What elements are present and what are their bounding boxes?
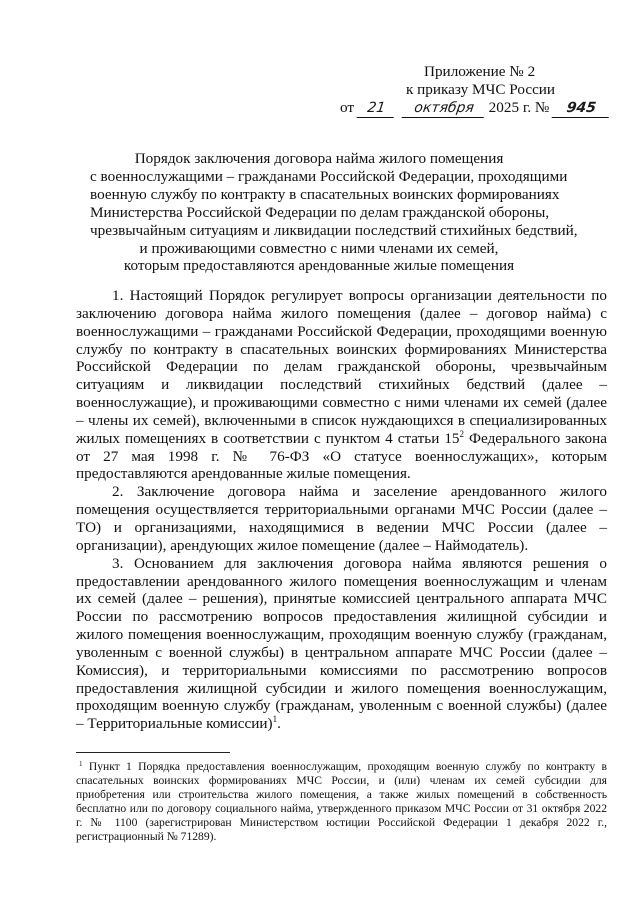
paragraph-3-tail: . xyxy=(277,715,281,733)
footnote-1 xyxy=(76,760,607,843)
title-line: с военнослужащими – гражданами Российской Федерации, проходящими xyxy=(90,167,568,185)
footnote-ref-1[interactable]: 1 xyxy=(272,714,278,725)
paragraph-2: 2. Заключение договора найма и заселение арендованного жилого помещения осуществляется территориальными органами МЧС России (далее – ТО) и организациями, находящимися в ведении МЧС России (далее – организации), арендующих жилое помещение (далее – Наймодатель). xyxy=(76,483,607,554)
paragraph-1 xyxy=(76,287,607,483)
paragraph-3-text: 3. Основанием для заключения договора найма являются решения о предоставлении арендованного жилого помещения военнослужащим и членам их семей (далее – решения), принятые комиссией центрального аппарата МЧС России по рассмотрению вопросов предоставления жилищной субсидии и жилого помещения военнослужащим, проходящим военную службу (гражданам, уволенным с военной службы) в центральном аппарате МЧС России (далее – Комиссия), и территориальными комиссиями по рассмотрению вопросов предоставления жилищной субсидии и жилого помещения военнослужащим, проходящим военную службу (гражданам, уволенным с военной службы) (далее – Территориальные комиссии) xyxy=(76,554,607,733)
date-prefix: от xyxy=(340,99,355,116)
paragraph-1-tail: Федерального закона от 27 мая 1998 г. № 76-ФЗ «О статусе военнослужащих», которым предоставляются арендованные жилые помещения. xyxy=(76,429,607,483)
paragraph-1-text: 1. Настоящий Порядок регулирует вопросы организации деятельности по заключению договора найма жилого помещения (далее – договор найма) с военнослужащими – гражданами Российской Федерации, проходящими военную службу по контракту в спасательных воинских формированиях Министерства Российской Федерации по делам гражданской обороны, чрезвычайным ситуациям и ликвидации последствий стихийных бедствий (далее – военнослужащие), и проживающими совместно с ними членами их семей (далее – члены их семей), включенными в список нуждающихся в специализированных жилых помещениях в соответствии с пунктом 4 статьи 15 xyxy=(76,287,607,447)
superscript-2: 2 xyxy=(459,428,465,439)
appendix-title: Приложение № 2 xyxy=(424,63,536,80)
document-title xyxy=(90,150,578,275)
footnote-marker: 1 xyxy=(79,760,83,768)
title-line: чрезвычайным ситуациям и ликвидации последствий стихийных бедствий, xyxy=(90,221,578,239)
appendix-date-line xyxy=(340,99,610,118)
footnote xyxy=(76,760,607,843)
footnote-text: Пункт 1 Порядка предоставления военнослужащим, проходящим военную службу по контракту в спасательных воинских формированиях МЧС России, и (или) членам их семей субсидии для приобретения или строительства жилого помещения, а также жилых помещений в собственность бесплатно или по договору социального найма, утвержденного приказом МЧС России от 31 октября 2022 г. № 1100 (зарегистрирован Министерством юстиции Российской Федерации 1 декабря 2022 г., регистрационный № 71289). xyxy=(76,760,607,843)
document-body xyxy=(76,287,607,733)
title-line: Порядок заключения договора найма жилого помещения xyxy=(134,150,504,167)
handwritten-month: октября xyxy=(401,99,486,118)
handwritten-day: 21 xyxy=(357,99,396,118)
paragraph-3 xyxy=(76,555,607,733)
footnote-divider xyxy=(76,752,230,753)
handwritten-order-number: 945 xyxy=(552,99,611,118)
title-line: Министерства Российской Федерации по делам гражданской обороны, xyxy=(90,203,550,221)
title-line: и проживающими совместно с ними членами их семей, xyxy=(139,239,499,257)
title-line: военную службу по контракту в спасательных воинских формированиях xyxy=(90,185,560,203)
appendix-header xyxy=(340,63,610,118)
title-line: которым предоставляются арендованные жилые помещения xyxy=(123,257,515,275)
appendix-order-ref: к приказу МЧС России xyxy=(406,81,556,98)
date-year: 2025 г. № xyxy=(488,99,550,116)
